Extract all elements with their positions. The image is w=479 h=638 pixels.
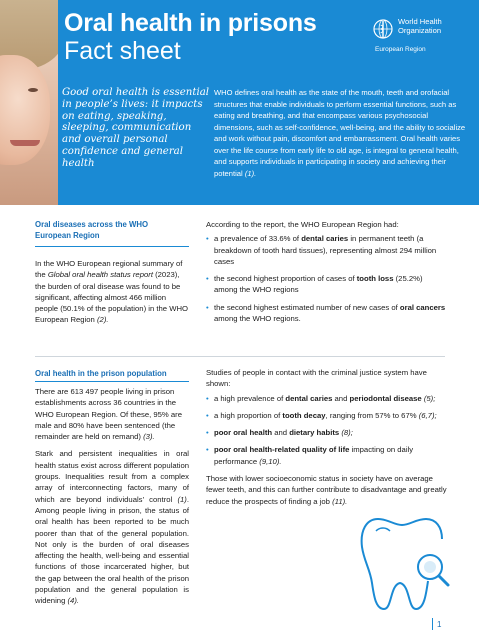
tooth-magnifier-icon	[356, 505, 452, 615]
section-divider	[35, 356, 445, 357]
list-item: • poor oral health and dietary habits (8);	[206, 427, 448, 438]
list-item: • a high prevalence of dental caries and periodontal disease (5);	[206, 393, 448, 404]
page-number-marker	[432, 618, 433, 630]
list-item: • the second highest estimated number of new cases of oral cancers among the WHO regions.	[206, 302, 448, 325]
page-number: 1	[437, 620, 442, 629]
list-item: • the second highest proportion of cases of tooth loss (25.2%) among the WHO regions	[206, 273, 448, 296]
studies-intro: Studies of people in contact with the criminal justice system have shown:	[206, 368, 427, 389]
who-org-name: World Health Organization	[398, 17, 442, 35]
who-logo	[372, 16, 476, 62]
portrait-photo	[0, 0, 58, 205]
closing-paragraph: Those with lower socioeconomic status in society have on average fewer teeth, and this can further contribute to disadvantage and greatly reduce the prospects of finding a job (11).	[206, 474, 447, 506]
list-item: • a high proportion of tooth decay, ranging from 57% to 67% (6,7);	[206, 410, 448, 421]
section-heading-prison-population: Oral health in the prison population	[35, 369, 167, 378]
report-findings	[206, 219, 448, 330]
list-item: • poor oral health-related quality of life impacting on daily performance (9,10).	[206, 444, 448, 467]
prison-population-text	[35, 386, 189, 613]
paragraph: There are 613 497 people living in prison establishments across 36 countries in the WHO European Region. Of these, 95% are male and 80% have been sentenced (the remainder are held on remand) (3).	[35, 387, 182, 442]
studies-findings-list	[206, 393, 448, 467]
oral-diseases-summary: In the WHO European regional summary of the Global oral health status report (2023), the burden of oral disease was found to be significant, affecting almost 466 million people (50.1% of the population) in the WHO European Region (2).	[35, 259, 188, 325]
list-item: • a prevalence of 33.6% of dental caries in permanent teeth (a breakdown of tooth hard tissues), representing almost 294 million cases	[206, 233, 448, 267]
section-rule	[35, 246, 189, 247]
who-region-name: European Region	[375, 46, 426, 53]
report-findings-list	[206, 233, 448, 324]
page-subtitle: Fact sheet	[64, 37, 181, 65]
paragraph: Stark and persistent inequalities in oral health status exist across different population groups. Inequalities result from a complex array of interconnecting factors, many of which are beyond individuals’ control (1). Among people living in prison, the status of oral health has been reported to be much poorer than that of the general population. Not only is the burden of oral diseases affecting the health, well-being and essential functions of those incarcerated higher, but the gap between the oral health of the prison population and the general population is widening (4).	[35, 449, 189, 606]
studies-findings	[206, 367, 448, 507]
header-banner	[0, 0, 479, 205]
section-rule	[35, 381, 189, 382]
page-title: Oral health in prisons	[64, 9, 317, 37]
section-heading-oral-diseases: Oral diseases across the WHO European Region	[35, 220, 149, 240]
tagline-quote: Good oral health is essential in people’s lives: it impacts on eating, speaking, sleeping, communication and overall personal confidence and general health	[62, 87, 210, 169]
who-emblem-icon	[372, 18, 394, 40]
report-intro: According to the report, the WHO European Region had:	[206, 220, 399, 229]
intro-paragraph: WHO defines oral health as the state of the mouth, teeth and orofacial structures that enable individuals to perform essential functions, such as eating and breathing, and that encompass various psychosocial dimensions, such as self-confidence, well-being, and the ability to socialize and work without pain, discomfort and embarrassment. Oral health varies over the life course from early life to old age, is integral to general health, and supports individuals in participating in society and achieving their potential (1).	[214, 88, 466, 178]
